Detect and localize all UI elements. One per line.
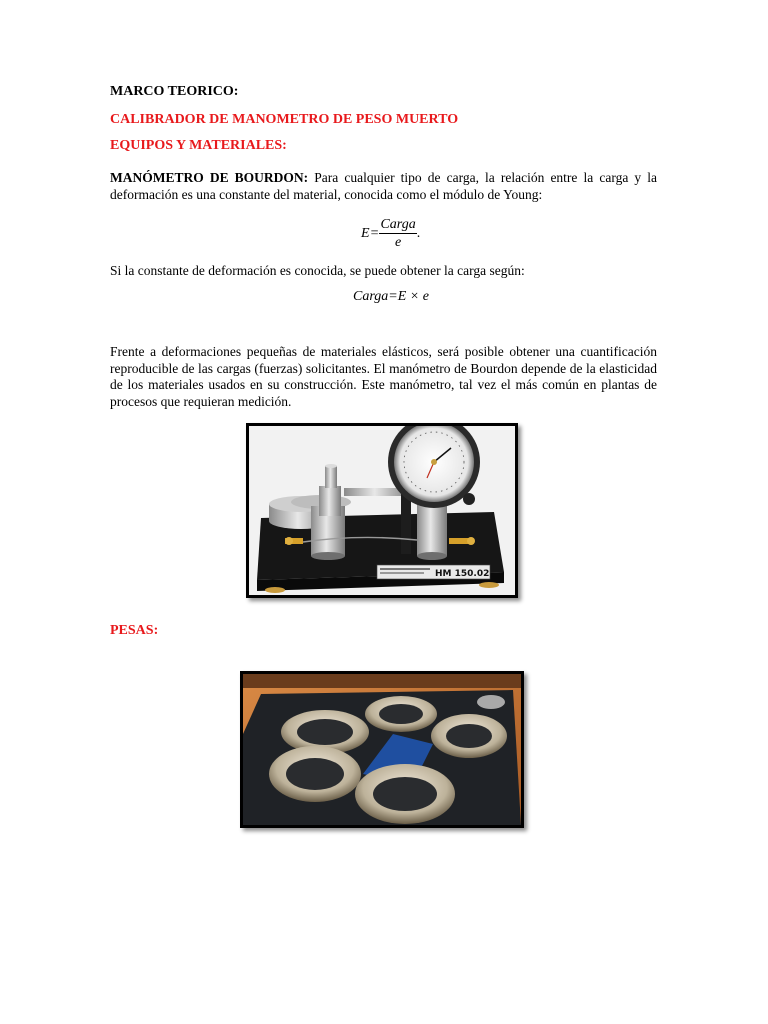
ring-3 [431, 714, 507, 758]
heading-marco-teorico: MARCO TEORICO: [110, 84, 239, 99]
heading-equipos: EQUIPOS Y MATERIALES: [110, 138, 287, 153]
paragraph-bourdon [110, 170, 657, 203]
formula-numerator: Carga [380, 217, 416, 232]
paragraph-frente: Frente a deformaciones pequeñas de materiales elásticos, será posible obtener una cuantificación reproducible de las cargas (fuerzas) solicitantes. El manómetro de Bourdon depende de la elasticidad de los materiales usados en su construcción. Este manómetro, tal vez el más común en plantas de procesos que requieran medición. [110, 344, 657, 409]
plate-label: HM 150.02 [435, 569, 490, 579]
dead-weight-tester-illustration [249, 426, 515, 595]
formula-carga: Carga=E × e [353, 289, 429, 304]
photo-pesas [240, 671, 524, 828]
formula-lhs: E [361, 225, 370, 241]
formula-period: . [416, 225, 421, 241]
formula-denominator: e [395, 235, 402, 250]
photo-dead-weight-tester [246, 423, 518, 598]
paragraph-constante: Si la constante de deformación es conocida, se puede obtener la carga según: [110, 263, 525, 278]
bourdon-label: MANÓMETRO DE BOURDON: [110, 170, 309, 185]
ring-4 [269, 746, 361, 802]
ring-2 [365, 696, 437, 732]
heading-calibrador: CALIBRADOR DE MANOMETRO DE PESO MUERTO [110, 112, 459, 127]
bourdon-text: Para cualquier tipo de carga, la relación entre la carga y la deformación es una constante del material, conocida como el módulo de Young: [110, 170, 658, 202]
formula-fraction [379, 216, 416, 251]
formula-equals: = [370, 225, 379, 241]
ring-5 [355, 764, 455, 824]
heading-pesas: PESAS: [110, 623, 159, 638]
formula-young [361, 216, 420, 251]
weights-illustration [243, 674, 521, 825]
